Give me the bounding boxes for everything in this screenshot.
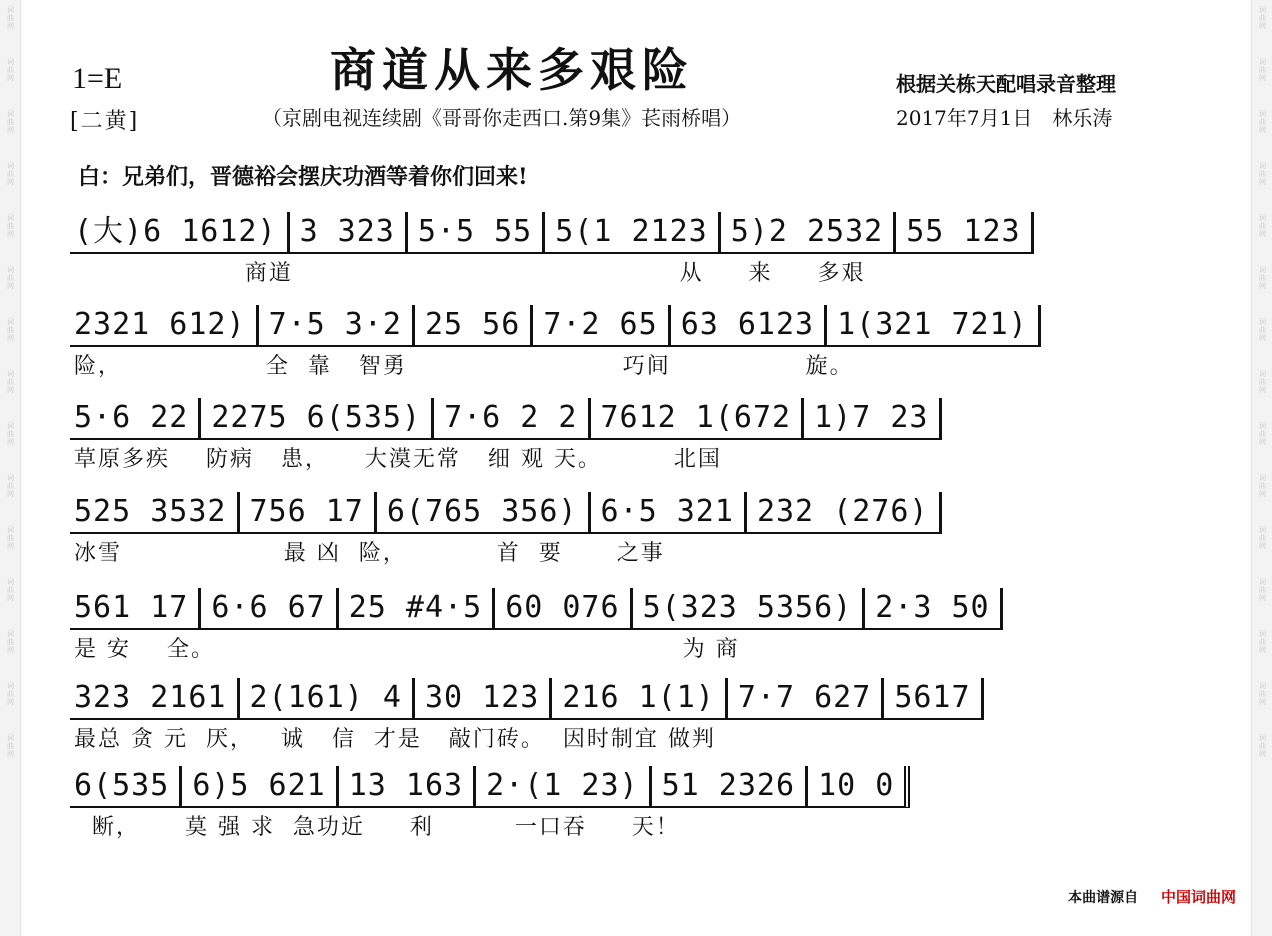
watermark-text: 词曲网	[1258, 162, 1267, 186]
measure: 55 123	[896, 212, 1033, 254]
measure: 3 323	[290, 212, 408, 254]
score-system	[70, 305, 1188, 385]
watermark-text: 词曲网	[6, 214, 15, 238]
measure: 2·(1 23)	[476, 766, 652, 808]
footer-credit	[1068, 886, 1236, 907]
measure: 7·5 3·2	[259, 305, 415, 347]
measure: 60 076	[495, 588, 632, 630]
measure: 5(323 5356)	[633, 588, 866, 630]
watermark-text: 词曲网	[6, 474, 15, 498]
notation-line	[70, 305, 1188, 347]
watermark-text: 词曲网	[1258, 682, 1267, 706]
measure: 2·3 50	[865, 588, 1002, 630]
lyrics-line: 险， 全 靠 智勇 巧间 旋。	[74, 354, 854, 379]
watermark-strip-left	[0, 0, 21, 936]
score-system	[70, 766, 1188, 846]
subtitle: （京剧电视连续剧《哥哥你走西口.第9集》苌雨桥唱）	[262, 106, 742, 130]
score-system	[70, 212, 1188, 292]
watermark-text: 词曲网	[6, 578, 15, 602]
measure: 216 1(1)	[552, 678, 728, 720]
measure: 5)2 2532	[721, 212, 897, 254]
score-system	[70, 678, 1188, 758]
source-note: 根据关栋天配唱录音整理	[896, 72, 1116, 96]
measure: 525 3532	[70, 492, 240, 534]
watermark-text: 词曲网	[6, 6, 15, 30]
lyrics-line: 冰雪 最 凶 险， 首 要 之事	[74, 541, 665, 566]
lyrics-line: 草原多疾 防病 患， 大漠无常 细 观 天。 北国	[74, 447, 722, 472]
watermark-text: 词曲网	[1258, 734, 1267, 758]
footer-label: 本曲谱源自	[1068, 890, 1139, 906]
notation-line	[70, 678, 1188, 720]
measure: 756 17	[240, 492, 377, 534]
score-system	[70, 398, 1188, 478]
watermark-text: 词曲网	[6, 370, 15, 394]
measure: 25 56	[415, 305, 533, 347]
measure: 2321 612)	[70, 305, 259, 347]
watermark-text: 词曲网	[1258, 422, 1267, 446]
date-author: 2017年7月1日 林乐涛	[896, 106, 1113, 130]
measure: 63 6123	[671, 305, 827, 347]
measure: 25 #4·5	[339, 588, 495, 630]
measure: (大)6 1612)	[70, 212, 290, 254]
measure: 1(321 721)	[827, 305, 1041, 347]
measure: 2(161) 4	[240, 678, 416, 720]
watermark-text: 词曲网	[1258, 370, 1267, 394]
watermark-text: 词曲网	[6, 58, 15, 82]
notation-line	[70, 492, 1188, 534]
watermark-text: 词曲网	[1258, 526, 1267, 550]
measure: 30 123	[415, 678, 552, 720]
watermark-text: 词曲网	[1258, 578, 1267, 602]
watermark-text: 词曲网	[1258, 630, 1267, 654]
notation-line	[70, 766, 1188, 808]
measure: 7·2 65	[533, 305, 670, 347]
measure: 51 2326	[652, 766, 808, 808]
watermark-text: 词曲网	[6, 734, 15, 758]
score-system	[70, 492, 1188, 572]
measure: 1)7 23	[804, 398, 941, 440]
measure: 6·5 321	[591, 492, 747, 534]
measure: 7·7 627	[728, 678, 884, 720]
measure: 5(1 2123	[545, 212, 721, 254]
measure: 6(765 356)	[377, 492, 591, 534]
watermark-text: 词曲网	[1258, 318, 1267, 342]
lyrics-line: 最总 贪 元 厌， 诚 信 才是 敲门砖。 因时制宜 做判	[74, 727, 716, 752]
site-link[interactable]: 中国词曲网	[1160, 888, 1236, 906]
watermark-strip-right	[1251, 0, 1272, 936]
watermark-text: 词曲网	[1258, 58, 1267, 82]
notation-line	[70, 588, 1188, 630]
measure: 5617	[884, 678, 983, 720]
mode-label: [二黄]	[70, 109, 140, 134]
notation-line	[70, 398, 1188, 440]
lyrics-line: 商道 从 来 多艰	[74, 261, 866, 286]
measure: 13 163	[339, 766, 476, 808]
notation-line	[70, 212, 1188, 254]
watermark-text: 词曲网	[1258, 474, 1267, 498]
measure: 6)5 621	[182, 766, 338, 808]
spoken-dialogue: 白：兄弟们，晋德裕会摆庆功酒等着你们回来!	[78, 164, 528, 190]
watermark-text: 词曲网	[6, 110, 15, 134]
watermark-text: 词曲网	[1258, 6, 1267, 30]
watermark-text: 词曲网	[1258, 266, 1267, 290]
measure: 323 2161	[70, 678, 240, 720]
measure: 6(535	[70, 766, 182, 808]
watermark-text: 词曲网	[1258, 110, 1267, 134]
watermark-text: 词曲网	[6, 266, 15, 290]
measure: 6·6 67	[201, 588, 338, 630]
watermark-text: 词曲网	[6, 318, 15, 342]
watermark-text: 词曲网	[6, 682, 15, 706]
measure: 5·6 22	[70, 398, 201, 440]
measure: 5·5 55	[408, 212, 545, 254]
measure: 7·6 2 2	[434, 398, 590, 440]
watermark-text: 词曲网	[6, 162, 15, 186]
score-system	[70, 588, 1188, 668]
lyrics-line: 断， 莫 强 求 急功近 利 一口吞 天！	[74, 815, 680, 840]
measure-final: 10 0	[808, 766, 910, 808]
key-signature: 1=E	[72, 62, 123, 95]
watermark-text: 词曲网	[6, 422, 15, 446]
measure: 7612 1(672	[591, 398, 805, 440]
measure: 232 (276)	[747, 492, 942, 534]
song-title: 商道从来多艰险	[330, 43, 694, 97]
watermark-text: 词曲网	[6, 526, 15, 550]
watermark-text: 词曲网	[6, 630, 15, 654]
lyrics-line: 是 安 全。 为 商	[74, 637, 740, 662]
measure: 2275 6(535)	[201, 398, 434, 440]
measure: 561 17	[70, 588, 201, 630]
watermark-text: 词曲网	[1258, 214, 1267, 238]
